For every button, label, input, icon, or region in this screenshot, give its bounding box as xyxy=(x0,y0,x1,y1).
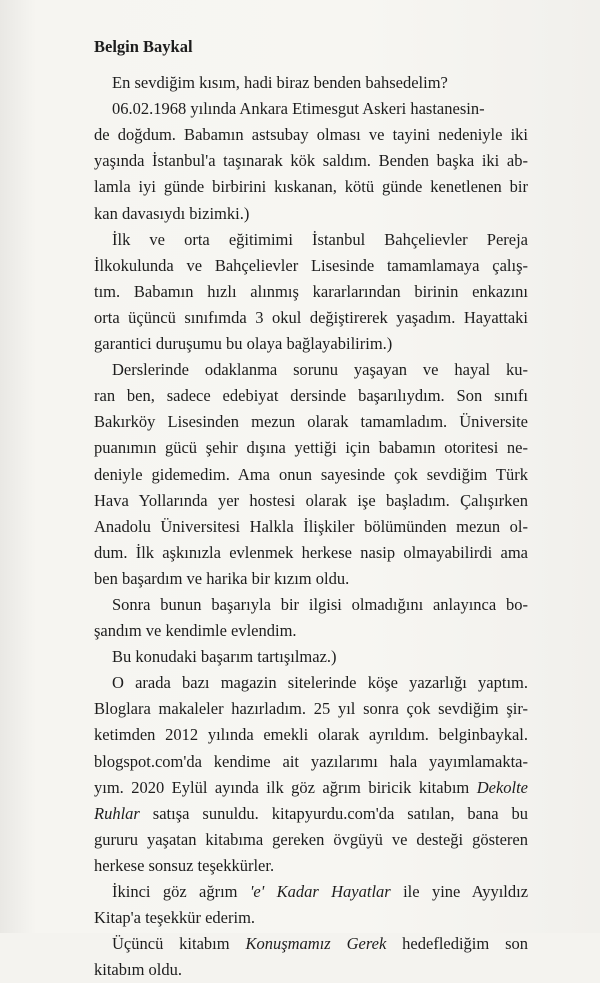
text-line: tım. Babamın hızlı alınmış kararlarından birinin enkazını xyxy=(94,281,528,301)
text-line: 06.02.1968 yılında Ankara Etimesgut Askeri hastanesin- xyxy=(112,99,485,119)
text-line: İlk ve orta eğitimimi İstanbul Bahçelievler Pereja xyxy=(112,229,528,249)
text-line: Bu konudaki başarım tartışılmaz.) xyxy=(112,647,337,667)
text-line: orta üçüncü sınıfımda 3 okul değiştirerek yaşadım. Hayattaki xyxy=(94,307,528,327)
text-line: Bloglara makaleler hazırladım. 25 yıl sonra çok sevdiğim şir- xyxy=(94,699,528,719)
text-line: deniyle gidemedim. Ama onun sayesinde çok sevdiğim Türk xyxy=(94,464,528,484)
text-line-with-title xyxy=(94,931,528,957)
text-line-with-title xyxy=(94,775,528,801)
text-line: İlkokulunda ve Bahçelievler Lisesinde tamamlamaya çalış- xyxy=(94,255,528,275)
author-name: Belgin Baykal xyxy=(94,37,193,56)
text-segment: İkinci göz ağrım xyxy=(112,882,238,901)
text-line: lamla iyi günde birbirini kıskanan, kötü günde kenetlenen bir xyxy=(94,177,528,197)
text-line: herkese sonsuz teşekkürler. xyxy=(94,855,275,875)
text-line: ketimden 2012 yılında emekli olarak ayrıldım. belginbaykal. xyxy=(94,725,528,745)
text-line: blogspot.com'da kendime ait yazılarımı hala yayımlamakta- xyxy=(94,751,528,771)
text-line: Sonra bunun başarıyla bir ilgisi olmadığını anlayınca bo- xyxy=(112,594,528,614)
book-title: Konuşmamız Gerek xyxy=(245,934,387,954)
text-line: Derslerinde odaklanma sorunu yaşayan ve hayal ku- xyxy=(112,360,528,380)
text-line: En sevdiğim kısım, hadi biraz benden bahsedelim? xyxy=(112,73,448,93)
text-line: O arada bazı magazin sitelerinde köşe yazarlığı yaptım. xyxy=(112,673,528,693)
text-line: dum. İlk aşkınızla evlenmek herkese nasip olmayabilirdi ama xyxy=(94,542,528,562)
text-line: Kitap'a teşekkür ederim. xyxy=(94,908,256,928)
text-line: Hava Yollarında yer hostesi olarak işe başladım. Çalışırken xyxy=(94,490,528,510)
text-segment: yım. 2020 Eylül ayında ilk göz ağrım biricik kitabım xyxy=(94,777,470,797)
text-line: kan davasıydı bizimki.) xyxy=(94,203,250,223)
text-line: garantici duruşumu bu olaya bağlayabilirim.) xyxy=(94,334,393,354)
text-line: yaşında İstanbul'a taşınarak kök saldım. Benden başka iki ab- xyxy=(94,151,528,171)
book-title: Dekolte xyxy=(476,777,529,797)
text-segment: hedeflediğim son xyxy=(402,934,529,954)
text-line: puanımın gücü şehir dışına yettiği için babamın otoritesi ne- xyxy=(94,438,528,458)
text-segment: Üçüncü kitabım xyxy=(112,934,230,954)
book-title: 'e' Kadar Hayatlar xyxy=(249,882,391,901)
text-segment: satışa sunuldu. kitapyurdu.com'da satılan, bana bu xyxy=(152,803,528,823)
text-line: Anadolu Üniversitesi Halkla İlişkiler bölümünden mezun ol- xyxy=(94,516,528,536)
text-line: gururu yaşatan kitabıma gereken övgüyü ve desteği gösteren xyxy=(94,829,528,849)
text-line: Bakırköy Lisesinden mezun olarak tamamladım. Üniversite xyxy=(94,412,528,432)
text-line-with-title xyxy=(94,879,528,905)
text-line: şandım ve kendimle evlendim. xyxy=(94,621,297,641)
text-line: ran ben, sadece edebiyat dersinde başarılıydım. Son sınıfı xyxy=(94,386,528,406)
text-line: kitabım oldu. xyxy=(94,960,182,980)
text-line: de doğdum. Babamın astsubay olması ve tayini nedeniyle iki xyxy=(94,125,528,145)
text-segment: ile yine Ayyıldız xyxy=(403,882,529,901)
book-title: Ruhlar xyxy=(94,803,140,823)
text-line-with-title xyxy=(94,801,528,827)
text-line: ben başardım ve harika bir kızım oldu. xyxy=(94,568,350,588)
biography-text xyxy=(94,34,528,983)
